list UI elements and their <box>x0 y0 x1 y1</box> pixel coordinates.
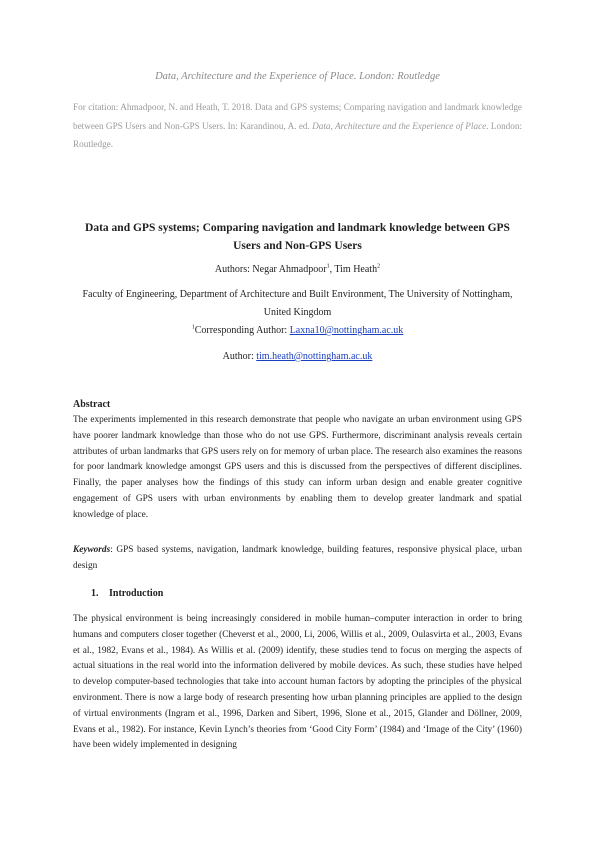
authors-separator: , <box>329 264 335 275</box>
corresponding-author-line <box>73 322 522 340</box>
running-head: Data, Architecture and the Experience of Place. London: Routledge <box>155 71 440 82</box>
keywords-text: GPS based systems, navigation, landmark knowledge, building features, responsive physical place, urban design <box>73 545 522 571</box>
section-number: 1. <box>91 588 99 599</box>
author-contact-label: Author: <box>222 351 257 362</box>
keywords-label: Keywords <box>73 545 111 555</box>
affiliation: Faculty of Engineering, Department of Architecture and Built Environment, The University of Nottingham, United Kingdom <box>82 289 513 318</box>
introduction-body: The physical environment is being increasingly considered in mobile human–computer interaction in order to bring humans and computers closer together (Cheverst et al., 2000, Li, 2006, Willis et al., 2009, Oulasvirta et al., 2003, Evans et al., 1982, Evans et al., 1984). As Willis et al. (2009) identify, these studies tend to focus on merging the aspects of actual situations in the real world into the information delivered by mobile devices. As such, these studies have helped to develop computer-based technologies that take into account human factors by adopting the principles of the physical environment. There is now a large body of research presenting how urban planning principles are applied to the design of virtual environments (Ingram et al., 1996, Darken and Sibert, 1996, Slone et al., 2015, Glander and Döllner, 2009, Evans et al., 1982). For instance, Kevin Lynch’s theories from ‘Good City Form’ (1984) and ‘Image of the City’ (1960) have been widely implemented in designing <box>73 614 522 751</box>
abstract-heading: Abstract <box>73 399 111 410</box>
corresponding-superscript: 1 <box>191 324 195 331</box>
author-2-superscript: 2 <box>377 263 381 270</box>
abstract-body: The experiments implemented in this research demonstrate that people who navigate an urban environment using GPS have poorer landmark knowledge than those who do not use GPS. Furthermore, discriminant analysis reveals certain attributes of urban landmarks that GPS users rely on for memory of urban place. The research also examines the reasons for poor landmark knowledge amongst GPS users and this is discussed from the perspectives of different disciplines. Finally, the paper analyses how the findings of this study can inform urban design and enable greater cognitive engagement of GPS users with urban environments by enabling them to develop greater landmark and spatial knowledge of place. <box>73 415 522 520</box>
citation-book-title: Data, Architecture and the Experience of Place <box>312 120 487 131</box>
author-2: Tim Heath <box>334 264 378 275</box>
authors-line <box>73 261 522 279</box>
keywords-colon: : <box>110 545 117 555</box>
section-heading <box>91 588 163 599</box>
citation-prefix: For citation: Ahmadpoor, N. and Heath, T. 2018. Data and GPS systems; Comparing navigation and landmark knowledge between GPS Users and Non-GPS Users. In: Karandinou, A. ed. <box>73 102 522 131</box>
section-title: Introduction <box>109 588 164 599</box>
citation-suffix: . London: Routledge. <box>73 120 522 149</box>
corresponding-label: Corresponding Author: <box>194 325 290 336</box>
citation-note <box>73 98 522 154</box>
corresponding-email-link[interactable]: Laxna10@nottingham.ac.uk <box>289 325 404 336</box>
author-contact-line <box>73 348 522 366</box>
paper-title: Data and GPS systems; Comparing navigation and landmark knowledge between GPS Users and Non-GPS Users <box>85 222 510 252</box>
author-email-link[interactable]: tim.heath@nottingham.ac.uk <box>256 351 373 362</box>
author-1-superscript: 1 <box>326 263 330 270</box>
authors-label: Authors: <box>214 264 253 275</box>
author-1: Negar Ahmadpoor <box>252 264 327 275</box>
keywords-paragraph <box>73 543 522 575</box>
